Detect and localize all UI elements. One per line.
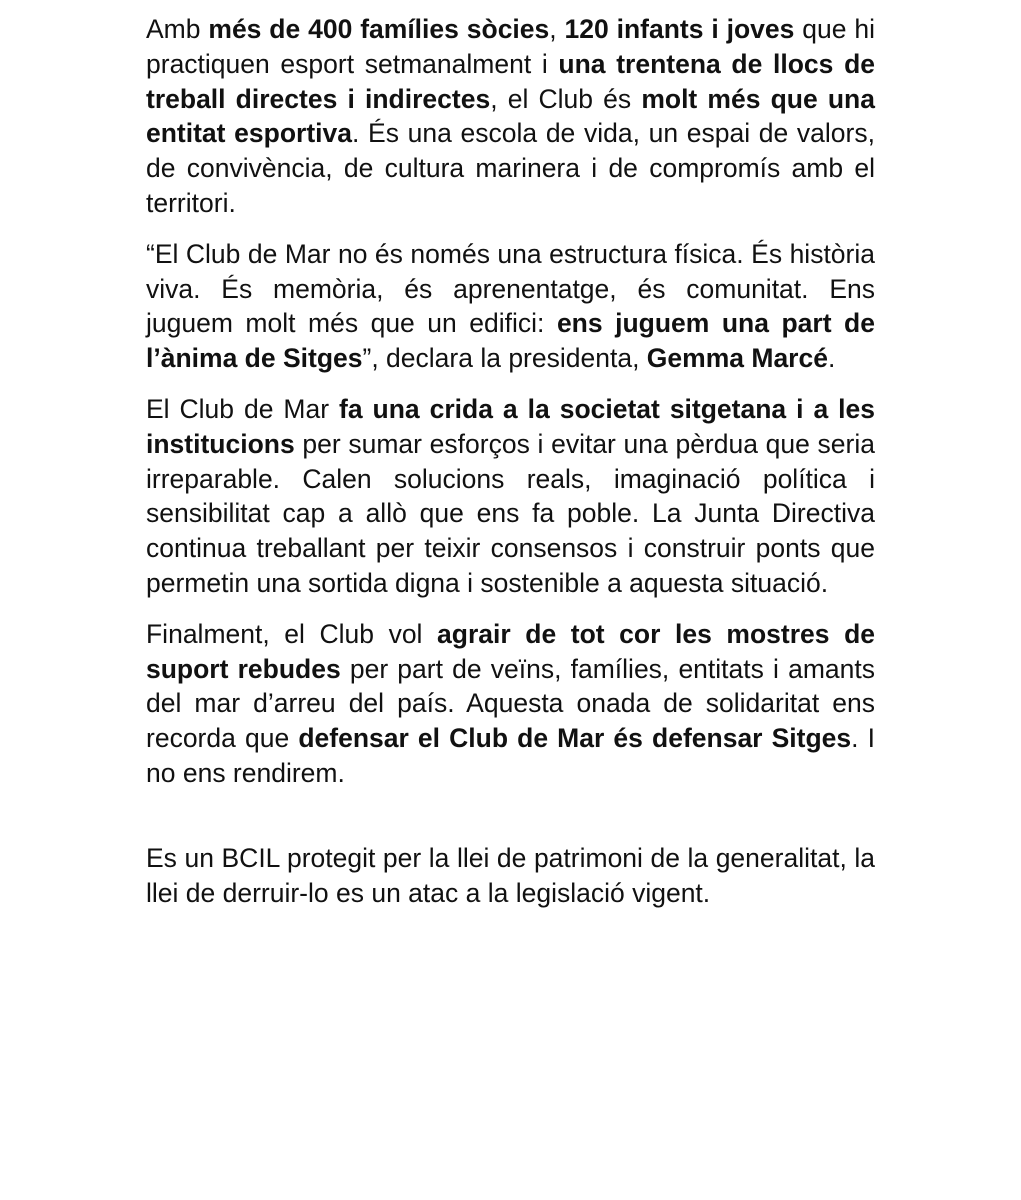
bold-text-run: fa una crida a la societat sitgetana i a les institucions xyxy=(146,393,875,459)
text-run: Amb xyxy=(146,14,209,44)
paragraph-bcil-note xyxy=(146,841,875,911)
paragraph-thanks xyxy=(146,617,875,791)
bold-text-run: molt més que una entitat esportiva xyxy=(146,83,875,149)
bold-text-run: defensar el Club de Mar és defensar Sitges xyxy=(298,723,852,754)
text-run: que hi practiquen esport setmanalment i xyxy=(146,14,875,79)
text-run: per sumar esforços i evitar una pèrdua que seria irreparable. Calen solucions reals, imaginació política i sensibilitat cap a allò que ens fa poble. La Junta Directiva continua treballant per teixir consensos i construir ponts que permetin una sortida digna i sostenible a aquesta situació. xyxy=(146,428,875,598)
text-run: . I no ens rendirem. xyxy=(146,723,876,788)
text-run: El Club de Mar xyxy=(146,393,340,424)
paragraph-president-quote xyxy=(146,237,875,376)
bold-text-run: una trentena de llocs de treball directes i indirectes xyxy=(146,48,876,114)
document-body xyxy=(146,12,875,926)
text-run: Es un BCIL protegit per la llei de patrimoni de la generalitat, la llei de derruir-lo es un atac a la legislació vigent. xyxy=(146,842,875,908)
bold-text-run: més de 400 famílies sòcies xyxy=(208,14,550,44)
paragraph-membership xyxy=(146,12,875,221)
text-run: per part de veïns, famílies, entitats i amants del mar d’arreu del país. Aquesta onada de solidaritat ens recorda que xyxy=(146,653,875,754)
bold-text-run: agrair de tot cor les mostres de suport rebudes xyxy=(146,618,875,684)
bold-text-run: 120 infants i joves xyxy=(564,14,795,44)
text-run: “El Club de Mar no és només una estructura física. És història viva. És memòria, és aprenentatge, és comunitat. Ens juguem molt més que un edifici: xyxy=(146,238,875,339)
paragraph-call-to-action xyxy=(146,392,875,601)
text-run: . És una escola de vida, un espai de valors, de convivència, de cultura marinera i de compromís amb el territori. xyxy=(146,118,875,218)
text-run: . xyxy=(827,343,836,374)
text-run: , xyxy=(549,14,565,44)
text-run: Finalment, el Club vol xyxy=(146,618,438,649)
text-run: , el Club és xyxy=(490,83,642,114)
bold-text-run: ens juguem una part de l’ànima de Sitges xyxy=(146,308,875,374)
president-name: Gemma Marcé xyxy=(646,343,828,374)
text-run: ”, declara la presidenta, xyxy=(362,343,647,374)
